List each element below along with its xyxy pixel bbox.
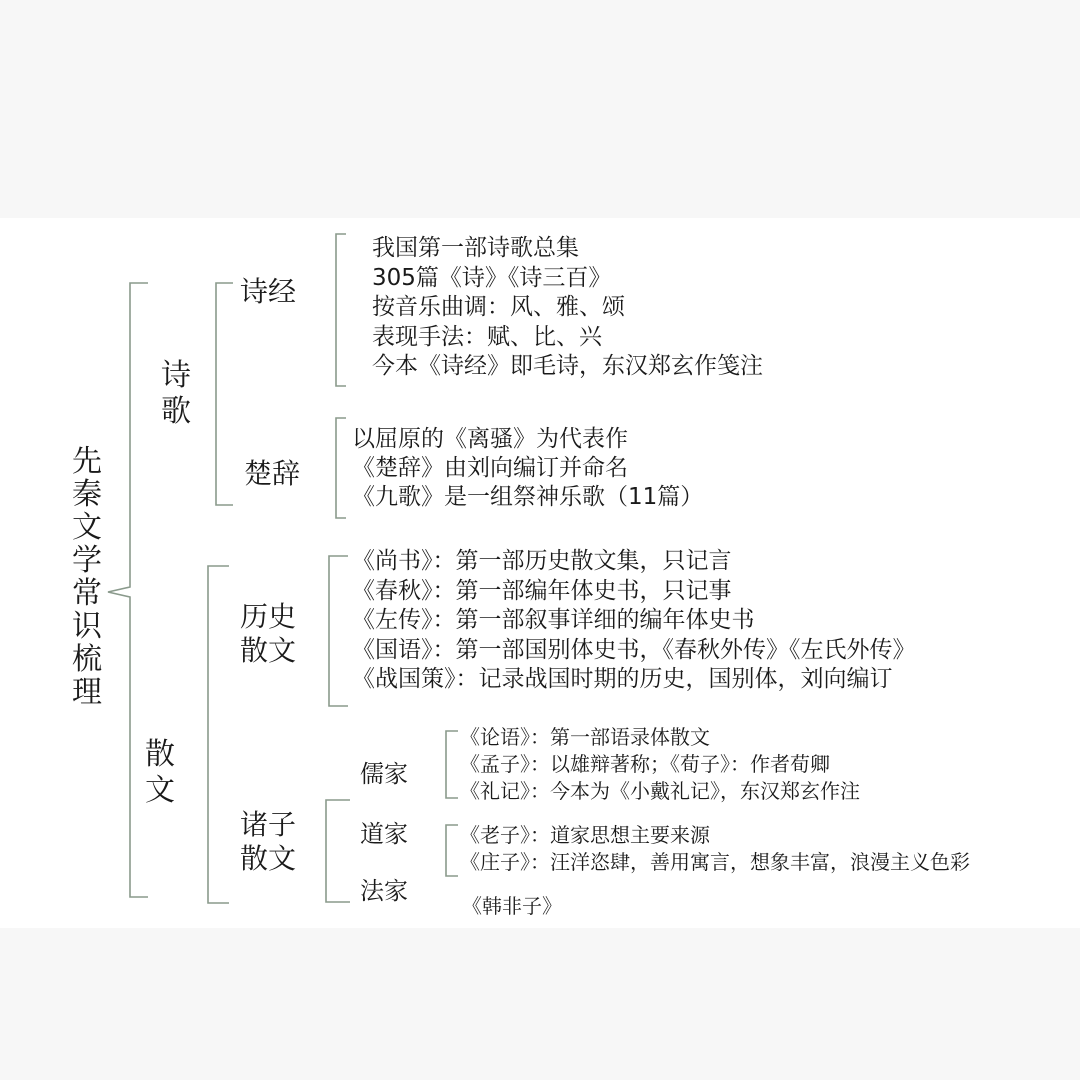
- root-title-text: 先秦文学常识梳理: [72, 444, 102, 710]
- confucian-items: [460, 724, 860, 805]
- legalist-items: [462, 893, 562, 920]
- history-label-line: 历史: [240, 600, 297, 633]
- history-item: 《左传》：第一部叙事详细的编年体史书: [352, 607, 755, 633]
- prose-label: [143, 737, 177, 809]
- confucian-bracket: [446, 731, 458, 798]
- shijing-bracket: [336, 234, 346, 386]
- chuci-item: 《楚辞》由刘向编订并命名: [352, 455, 628, 481]
- shijing-item: 今本《诗经》即毛诗，东汉郑玄作笺注: [372, 353, 763, 379]
- history-item: 《春秋》：第一部编年体史书，只记事: [352, 577, 732, 604]
- chuci-label: 楚辞: [244, 457, 301, 490]
- prose-label-text: 散文: [145, 737, 175, 808]
- zhuzi-label-line: 散文: [240, 842, 297, 875]
- shijing-item: 305篇《诗》《诗三百》: [372, 264, 612, 291]
- poetry-label-text: 诗歌: [161, 358, 191, 429]
- shijing-items: [372, 234, 763, 382]
- taoist-item: 《庄子》：汪洋恣肆，善用寓言，想象丰富，浪漫主义色彩: [460, 850, 970, 874]
- shijing-item: 我国第一部诗歌总集: [372, 235, 579, 261]
- poetry-bracket: [216, 283, 233, 505]
- poetry-label: [159, 358, 193, 430]
- confucian-item: 《论语》：第一部语录体散文: [460, 725, 710, 749]
- history-items: [352, 547, 916, 695]
- history-item: 《尚书》：第一部历史散文集，只记言: [352, 548, 732, 574]
- taoist-item: 《老子》：道家思想主要来源: [460, 823, 710, 847]
- zhuzi-label-line: 诸子: [240, 808, 297, 841]
- confucian-item: 《孟子》：以雄辩著称；《荀子》：作者荀卿: [460, 752, 830, 776]
- zhuzi-bracket: [326, 800, 350, 902]
- shijing-item: 按音乐曲调：风、雅、颂: [372, 294, 625, 320]
- shijing-label: 诗经: [240, 275, 297, 308]
- confucian-label: 儒家: [360, 760, 408, 788]
- taoist-items: [460, 822, 970, 876]
- chuci-item: 以屈原的《离骚》为代表作: [352, 426, 628, 452]
- history-bracket: [329, 556, 348, 706]
- chuci-bracket: [336, 418, 346, 518]
- chuci-item: 《九歌》是一组祭神乐歌（11篇）: [352, 484, 704, 510]
- legalist-label: 法家: [360, 877, 408, 905]
- history-label-line: 散文: [240, 634, 297, 667]
- root-bracket: [108, 283, 148, 897]
- history-label: [240, 600, 296, 668]
- legalist-item: 《韩非子》: [462, 894, 562, 918]
- prose-bracket: [208, 566, 229, 903]
- zhuzi-label: [240, 808, 296, 876]
- taoist-bracket: [446, 825, 458, 876]
- chuci-items: [352, 425, 703, 512]
- shijing-item: 表现手法：赋、比、兴: [372, 323, 602, 350]
- history-item: 《战国策》：记录战国时期的历史，国别体，刘向编订: [352, 666, 893, 692]
- confucian-item: 《礼记》：今本为《小戴礼记》，东汉郑玄作注: [460, 779, 860, 803]
- history-item: 《国语》：第一部国别体史书，《春秋外传》《左氏外传》: [352, 636, 916, 663]
- taoist-label: 道家: [360, 820, 408, 848]
- root-title: [70, 445, 104, 709]
